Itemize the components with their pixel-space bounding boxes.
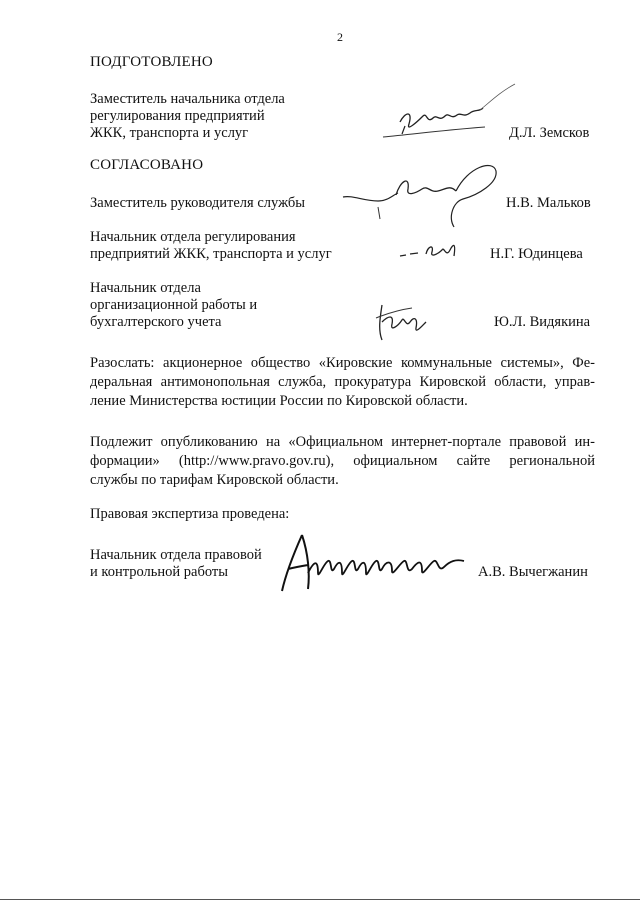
signature-vidyakina: [372, 300, 432, 345]
agreed-signer-name: Ю.Л. Видякина: [494, 314, 591, 330]
signature-zemskov: [375, 82, 525, 152]
publication-line: формации» (http://www.pravo.gov.ru), официальном сайте региональной: [90, 453, 595, 469]
distribution-line: деральная антимонопольная служба, прокуратура Кировской области, управ-: [90, 374, 595, 390]
agreed-signer-name: Н.Г. Юдинцева: [490, 246, 583, 262]
legal-review-statement: Правовая экспертиза проведена:: [90, 506, 290, 522]
bottom-rule: [0, 899, 640, 900]
agreed-signer-position: Начальник отдела регулирования: [90, 229, 296, 245]
page-number: 2: [337, 30, 343, 44]
signature-vychegzhanin: [272, 533, 472, 595]
prepared-signer-name: Д.Л. Земсков: [509, 125, 590, 141]
prepared-position-line: ЖКК, транспорта и услуг: [90, 125, 249, 141]
distribution-line: ление Министерства юстиции России по Кировской области.: [90, 393, 468, 409]
agreed-signer-position: предприятий ЖКК, транспорта и услуг: [90, 246, 332, 262]
signature-yudintseva: [398, 238, 468, 266]
legal-review-position: и контрольной работы: [90, 564, 228, 580]
legal-review-position: Начальник отдела правовой: [90, 547, 262, 563]
prepared-position-line: Заместитель начальника отдела: [90, 91, 285, 107]
prepared-heading: ПОДГОТОВЛЕНО: [90, 54, 213, 70]
agreed-heading: СОГЛАСОВАНО: [90, 157, 204, 173]
prepared-position-line: регулирования предприятий: [90, 108, 265, 124]
signature-malkov: [338, 157, 508, 232]
agreed-signer-position: Начальник отдела: [90, 280, 201, 296]
distribution-paragraph: [90, 354, 595, 411]
legal-review-signer-name: А.В. Вычегжанин: [478, 564, 588, 580]
publication-line: службы по тарифам Кировской области.: [90, 472, 339, 488]
agreed-signer-position: Заместитель руководителя службы: [90, 195, 306, 211]
agreed-signer-position: бухгалтерского учета: [90, 314, 222, 330]
publication-paragraph: [90, 433, 595, 490]
publication-line: Подлежит опубликованию на «Официальном интернет-портале правовой ин-: [90, 434, 595, 450]
distribution-line: Разослать: акционерное общество «Кировские коммунальные системы», Фе-: [90, 355, 595, 371]
agreed-signer-position: организационной работы и: [90, 297, 258, 313]
agreed-signer-name: Н.В. Мальков: [506, 195, 591, 211]
